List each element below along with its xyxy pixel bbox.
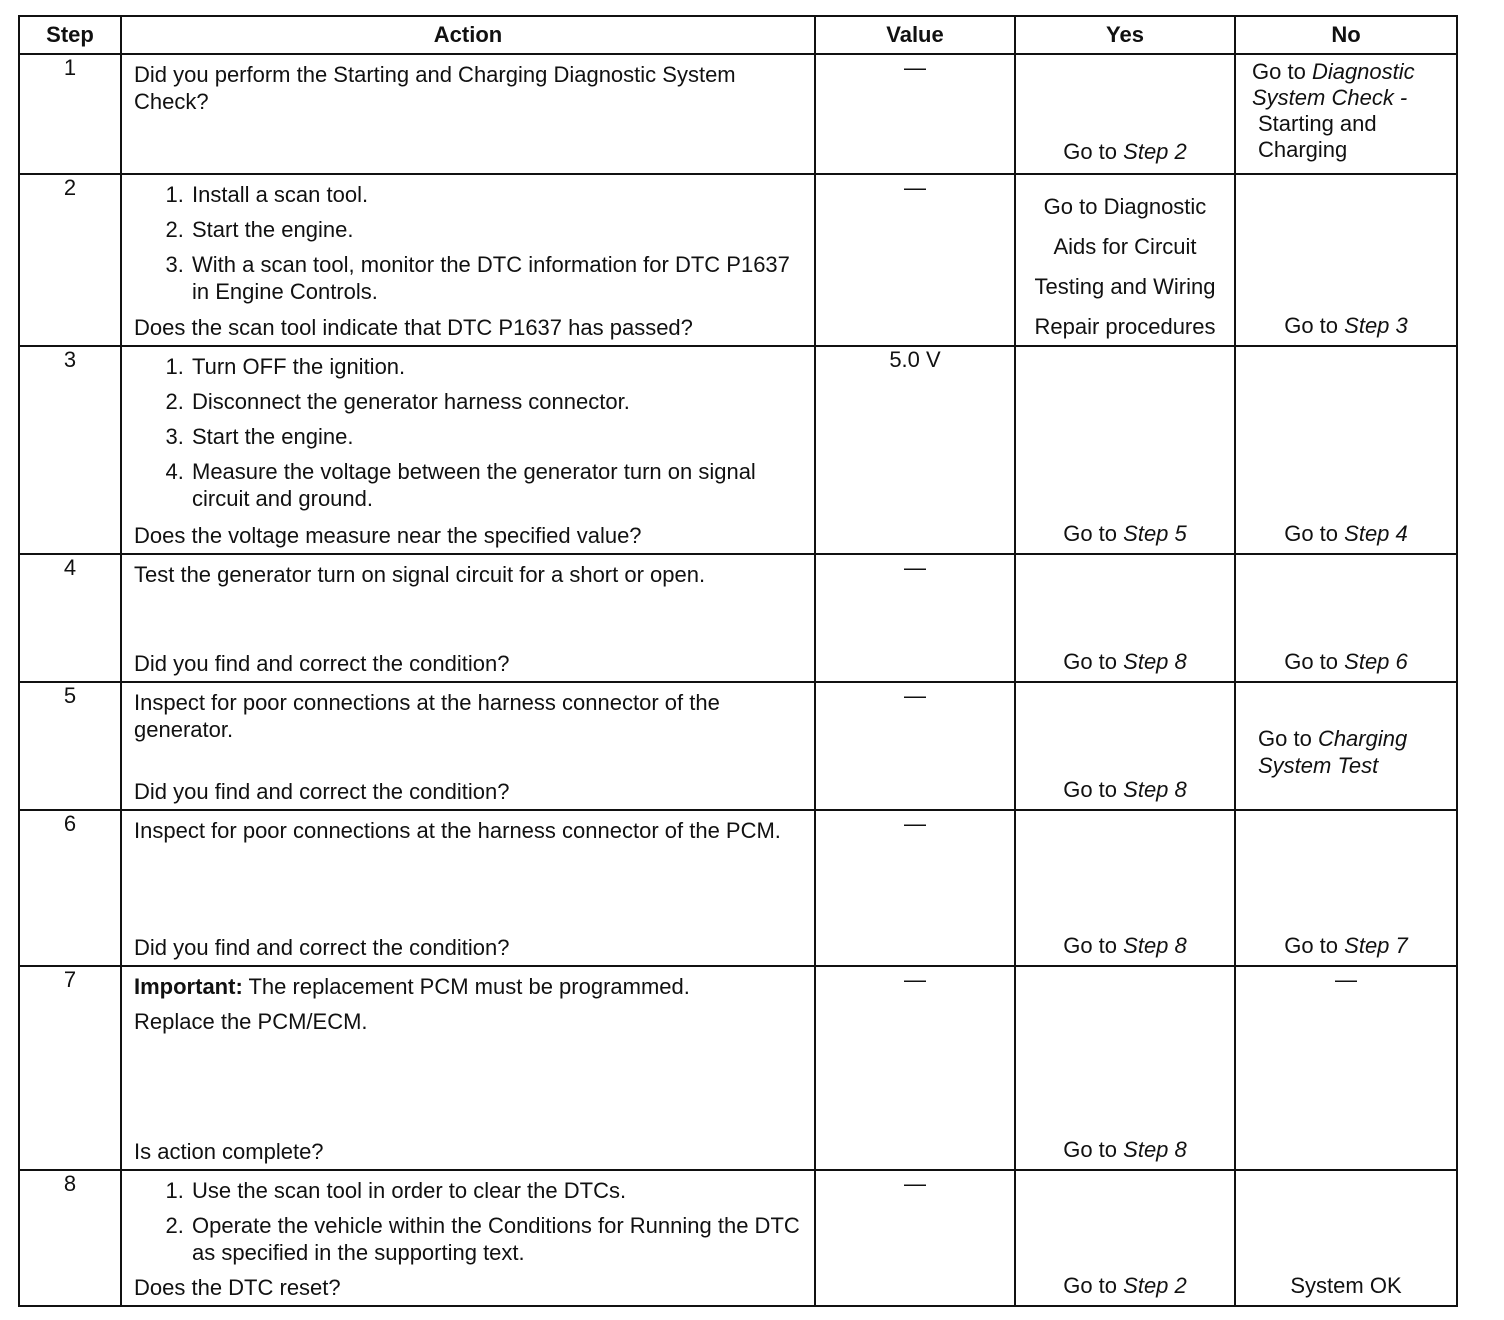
header-step: Step bbox=[19, 16, 121, 54]
no-cell: — bbox=[1235, 966, 1457, 1170]
action-step: 3. With a scan tool, monitor the DTC information for DTC P1637 in Engine Controls. bbox=[190, 251, 804, 305]
header-action: Action bbox=[121, 16, 815, 54]
yes-cell bbox=[1015, 346, 1235, 554]
no-cell bbox=[1235, 1170, 1457, 1306]
header-row bbox=[19, 16, 1457, 54]
no-result: System OK bbox=[1290, 1273, 1402, 1298]
no-link bbox=[1236, 521, 1456, 547]
no-step: Step 3 bbox=[1344, 313, 1408, 338]
step-number: 2 bbox=[19, 174, 121, 346]
no-prefix: Go to bbox=[1284, 521, 1339, 546]
value-cell: — bbox=[815, 810, 1015, 966]
yes-line: Testing and Wiring bbox=[1034, 274, 1216, 299]
important-label: Important: bbox=[134, 974, 243, 999]
table-row bbox=[19, 346, 1457, 554]
step-number: 7 bbox=[19, 966, 121, 1170]
action-step: 2. Operate the vehicle within the Conditions for Running the DTC as specified in the supporting text. bbox=[190, 1212, 804, 1266]
action-question: Is action complete? bbox=[134, 1139, 324, 1164]
yes-prefix: Go to bbox=[1063, 933, 1118, 958]
table-row bbox=[19, 810, 1457, 966]
action-text: Inspect for poor connections at the harness connector of the generator. bbox=[134, 690, 720, 742]
table-row bbox=[19, 1170, 1457, 1306]
yes-link bbox=[1016, 1137, 1234, 1163]
action-step: 1. Install a scan tool. bbox=[190, 181, 804, 208]
action-text: Inspect for poor connections at the harness connector of the PCM. bbox=[134, 818, 781, 843]
no-cell bbox=[1235, 554, 1457, 682]
yes-link bbox=[1016, 1273, 1234, 1299]
yes-link bbox=[1016, 521, 1234, 547]
header-yes: Yes bbox=[1015, 16, 1235, 54]
yes-prefix: Go to bbox=[1063, 139, 1118, 164]
no-cell bbox=[1235, 682, 1457, 810]
value-cell: — bbox=[815, 554, 1015, 682]
yes-prefix: Go to bbox=[1063, 649, 1118, 674]
action-steps bbox=[134, 1177, 804, 1266]
yes-cell bbox=[1015, 174, 1235, 346]
action-step: 3. Start the engine. bbox=[190, 423, 804, 450]
yes-line: Aids for Circuit bbox=[1053, 234, 1197, 259]
yes-link bbox=[1016, 777, 1234, 803]
action-cell bbox=[121, 682, 815, 810]
action-question: Does the voltage measure near the specified value? bbox=[134, 523, 642, 548]
yes-cell bbox=[1015, 554, 1235, 682]
no-cell bbox=[1235, 810, 1457, 966]
no-link bbox=[1236, 649, 1456, 675]
no-prefix: Go to bbox=[1252, 59, 1306, 84]
value-cell: — bbox=[815, 1170, 1015, 1306]
no-link bbox=[1236, 933, 1456, 959]
step-number: 6 bbox=[19, 810, 121, 966]
no-link bbox=[1252, 59, 1448, 111]
header-value: Value bbox=[815, 16, 1015, 54]
yes-prefix: Go to bbox=[1063, 777, 1118, 802]
step-number: 8 bbox=[19, 1170, 121, 1306]
action-question: Did you find and correct the condition? bbox=[134, 651, 510, 676]
table-row bbox=[19, 174, 1457, 346]
action-text: Replace the PCM/ECM. bbox=[134, 1009, 368, 1034]
no-link bbox=[1258, 725, 1448, 779]
no-cell bbox=[1235, 174, 1457, 346]
action-cell bbox=[121, 966, 815, 1170]
no-tail: Starting and Charging bbox=[1258, 111, 1377, 162]
table-row bbox=[19, 966, 1457, 1170]
action-cell bbox=[121, 346, 815, 554]
important-text: The replacement PCM must be programmed. bbox=[248, 974, 690, 999]
value-cell: 5.0 V bbox=[815, 346, 1015, 554]
action-text: Did you perform the Starting and Charging Diagnostic System Check? bbox=[134, 62, 736, 114]
yes-cell bbox=[1015, 1170, 1235, 1306]
yes-step: Step 8 bbox=[1123, 649, 1187, 674]
yes-link bbox=[1016, 139, 1234, 165]
no-cell bbox=[1235, 54, 1457, 174]
action-steps bbox=[134, 353, 804, 512]
no-prefix: Go to bbox=[1284, 649, 1339, 674]
yes-prefix: Go to bbox=[1063, 1273, 1118, 1298]
action-step: 4. Measure the voltage between the generator turn on signal circuit and ground. bbox=[190, 458, 804, 512]
yes-step: Step 8 bbox=[1123, 1137, 1187, 1162]
step-number: 3 bbox=[19, 346, 121, 554]
value-cell: — bbox=[815, 966, 1015, 1170]
action-question: Did you find and correct the condition? bbox=[134, 935, 510, 960]
step-number: 5 bbox=[19, 682, 121, 810]
action-question: Does the scan tool indicate that DTC P1637 has passed? bbox=[134, 315, 693, 340]
diagnostic-table bbox=[18, 15, 1458, 1307]
table-row bbox=[19, 554, 1457, 682]
action-step: 2. Disconnect the generator harness connector. bbox=[190, 388, 804, 415]
action-question: Did you find and correct the condition? bbox=[134, 779, 510, 804]
no-prefix: Go to bbox=[1284, 313, 1339, 338]
action-text: Test the generator turn on signal circuit for a short or open. bbox=[134, 562, 706, 587]
action-cell bbox=[121, 174, 815, 346]
yes-link bbox=[1016, 649, 1234, 675]
yes-cell bbox=[1015, 682, 1235, 810]
yes-cell bbox=[1015, 966, 1235, 1170]
yes-cell bbox=[1015, 810, 1235, 966]
yes-cell bbox=[1015, 54, 1235, 174]
yes-step: Step 2 bbox=[1123, 139, 1187, 164]
value-cell: — bbox=[815, 682, 1015, 810]
header-no: No bbox=[1235, 16, 1457, 54]
no-link bbox=[1236, 313, 1456, 339]
no-cell bbox=[1235, 346, 1457, 554]
action-cell bbox=[121, 554, 815, 682]
yes-step: Step 8 bbox=[1123, 933, 1187, 958]
no-prefix: Go to bbox=[1258, 726, 1312, 751]
action-cell bbox=[121, 1170, 815, 1306]
yes-line: Go to Diagnostic bbox=[1043, 194, 1207, 219]
table-row bbox=[19, 682, 1457, 810]
yes-prefix: Go to bbox=[1063, 521, 1118, 546]
table-row bbox=[19, 54, 1457, 174]
step-number: 1 bbox=[19, 54, 121, 174]
action-step: 2. Start the engine. bbox=[190, 216, 804, 243]
no-step: Step 6 bbox=[1344, 649, 1408, 674]
no-step: Step 4 bbox=[1344, 521, 1408, 546]
yes-step: Step 8 bbox=[1123, 777, 1187, 802]
action-cell bbox=[121, 54, 815, 174]
yes-prefix: Go to bbox=[1063, 1137, 1118, 1162]
step-number: 4 bbox=[19, 554, 121, 682]
value-cell: — bbox=[815, 174, 1015, 346]
action-steps bbox=[134, 181, 804, 305]
yes-step: Step 5 bbox=[1123, 521, 1187, 546]
yes-link bbox=[1016, 933, 1234, 959]
no-target: Charging System Test bbox=[1258, 726, 1408, 778]
action-cell bbox=[121, 810, 815, 966]
yes-step: Step 2 bbox=[1123, 1273, 1187, 1298]
action-question: Does the DTC reset? bbox=[134, 1275, 341, 1300]
action-step: 1. Use the scan tool in order to clear the DTCs. bbox=[190, 1177, 804, 1204]
no-target: Diagnostic System Check - bbox=[1252, 59, 1415, 110]
no-prefix: Go to bbox=[1284, 933, 1339, 958]
value-cell: — bbox=[815, 54, 1015, 174]
important-note bbox=[134, 973, 804, 1000]
action-step: 1. Turn OFF the ignition. bbox=[190, 353, 804, 380]
yes-line: Repair procedures bbox=[1034, 314, 1216, 339]
no-step: Step 7 bbox=[1344, 933, 1408, 958]
